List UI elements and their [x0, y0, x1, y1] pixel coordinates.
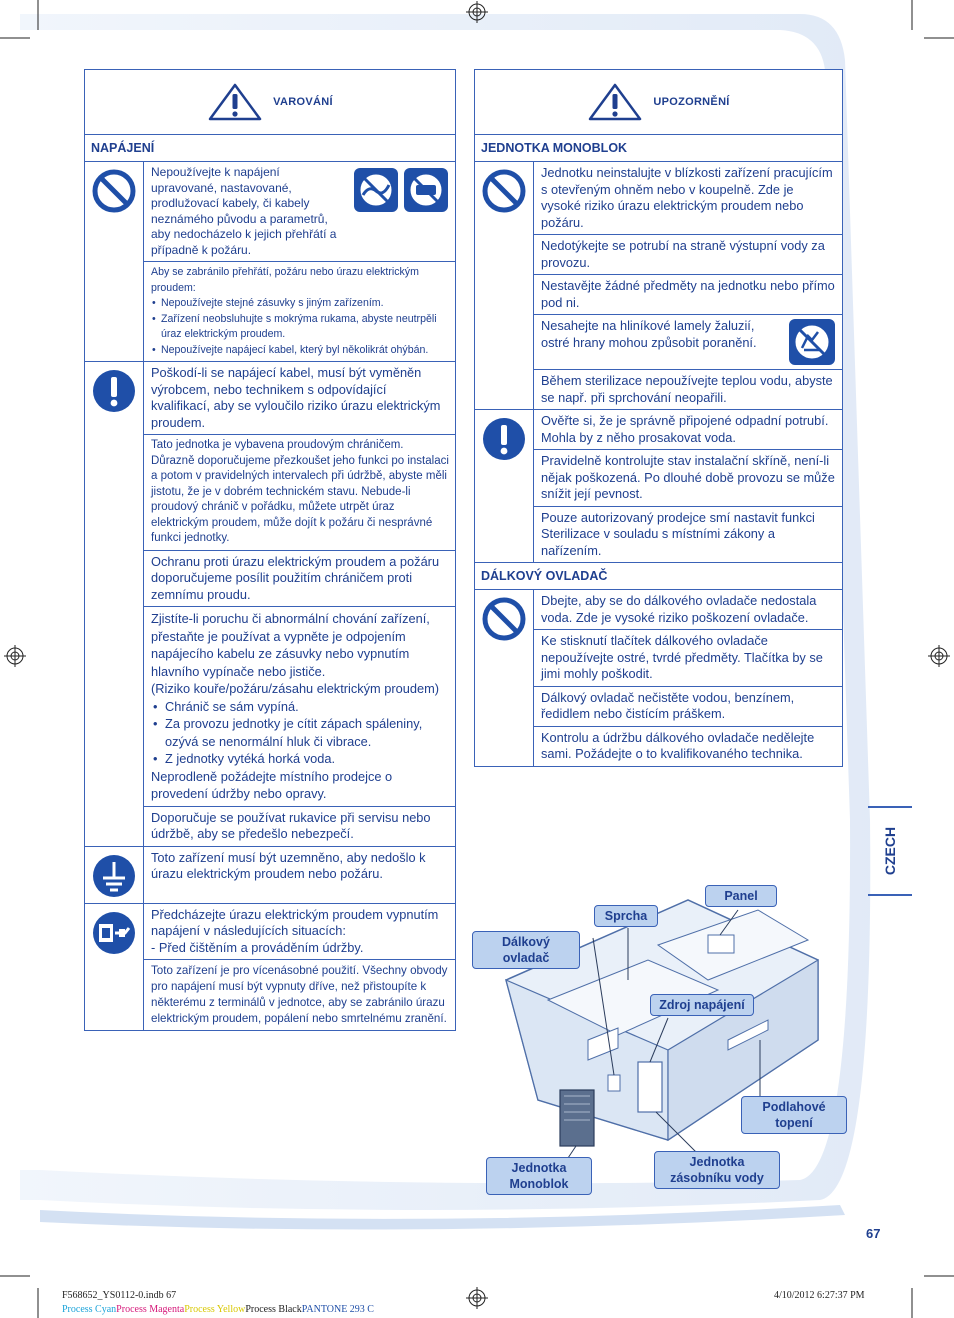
section-monoblock: JEDNOTKA MONOBLOK: [475, 135, 842, 162]
text: Zjistíte-li poruchu či abnormální chování zařízení, přestaňte je používat a vypněte je odpojením napájecího kabelu ze zásuvky nebo vypnutím hlavního vypínače nebo jističe.: [151, 611, 430, 679]
warning-header: [85, 70, 455, 135]
caution-cell-7: Pravidelně kontrolujte stav instalační skříně, není-li nějak poškozená. Po dlouhé době provozu se může snížit její pevnost.: [534, 450, 842, 507]
warning-cell-7: Doporučuje se používat rukavice při servisu nebo údržbě, aby se předešlo nebezpečí.: [151, 809, 431, 841]
caution-cell-8: Pouze autorizovaný prodejce smí nastavit funkci Sterilizace v souladu s místními zákony a nařízením.: [541, 509, 815, 558]
caution-cell-5: Během sterilizace nepoužívejte teplou vodu, abyste se např. při sprchování neopařili.: [541, 373, 833, 405]
warning-title: VAROVÁNÍ: [273, 96, 333, 108]
section-power: NAPÁJENÍ: [85, 135, 455, 162]
label-panel: Panel: [705, 885, 777, 907]
no-extension-cable-icon: [353, 167, 399, 213]
caution-cell-10: Ke stisknutí tlačítek dálkového ovladače nepoužívejte ostré, tvrdé předměty. Tlačítka by se jimi mohly poškodit.: [534, 630, 842, 687]
caution-cell-3: Nestavějte žádné předměty na jednotku nebo přímo pod ni.: [534, 275, 842, 315]
footer-date: 4/10/2012 6:27:37 PM: [774, 1290, 865, 1301]
color-black: Process Black: [245, 1304, 302, 1315]
color-yellow: Process Yellow: [184, 1304, 246, 1315]
warning-cell-8: Toto zařízení musí být uzemněno, aby nedošlo k úrazu elektrickým proudem nebo požáru.: [151, 849, 426, 881]
group-remote-prohibited: [475, 590, 842, 766]
list-item: • Z jednotky vytéká horká voda.: [165, 750, 449, 768]
footer-file: F568652_YS0112-0.indb 67: [62, 1290, 177, 1301]
prohibition-icon: [481, 168, 527, 214]
caution-cell-9: Dbejte, aby se do dálkového ovladače nedostala voda. Zde je vysoké riziko poškození ovladače.: [534, 590, 842, 630]
caution-cell-12: Kontrolu a údržbu dálkového ovladače nedělejte sami. Požádejte o to kvalifikovaného technika.: [541, 729, 815, 761]
color-magenta: Process Magenta: [116, 1304, 185, 1315]
label-power: Zdroj napájení: [650, 994, 754, 1016]
warning-cell-2: [144, 262, 455, 361]
group-caution-prohibited: [475, 162, 842, 410]
mandatory-exclamation-icon: [91, 368, 137, 414]
warning-cell-3: Poškodí-li se napájecí kabel, musí být vyměněn výrobcem, nebo technikem s odpovídající kvalifikací, aby se vyloučilo riziko úrazu elektrickým proudem.: [144, 362, 455, 435]
caution-title: UPOZORNĚNÍ: [653, 96, 730, 108]
text: - Před čištěním a prováděním údržby.: [151, 939, 364, 955]
group-mandatory: [85, 362, 455, 847]
no-shared-socket-icon: [403, 167, 449, 213]
prohibition-icon: [481, 596, 527, 642]
label-floor-heating: Podlahové topení: [741, 1096, 847, 1134]
section-remote: DÁLKOVÝ OVLADAČ: [475, 563, 842, 590]
prohibition-icon: [91, 168, 137, 214]
label-tank: Jednotka zásobníku vody: [654, 1151, 780, 1189]
language-tab: CZECH: [868, 806, 912, 896]
label-remote: Dálkový ovladač: [472, 931, 580, 969]
warning-cell-4: Tato jednotka je vybavena proudovým chráničem. Důrazně doporučujeme přezkoušet jeho funkci po instalaci a potom v pravidelných intervalech při údržbě, abyste měli jistotu, že je v dobrém technickém stavu. Nebude-li proudový chránič v pořádku, můžete utrpět úraz elektrickým proudem, může dojít k požáru či nesprávné funkci jednotky.: [144, 435, 455, 551]
caution-header: [475, 70, 842, 135]
mandatory-exclamation-icon: [481, 416, 527, 462]
footer-colors: [62, 1304, 374, 1315]
list-item: • Nepoužívejte napájecí kabel, který byl několikrát ohýbán.: [161, 343, 449, 359]
caution-panel: [474, 69, 843, 767]
page-number: 67: [866, 1226, 881, 1241]
caution-cell-4: [534, 315, 842, 370]
label-shower: Sprcha: [594, 905, 658, 927]
color-pantone: PANTONE 293 C: [301, 1304, 374, 1315]
group-prohibited: [85, 162, 455, 362]
caution-triangle-icon: [587, 82, 643, 122]
text: Neprodleně požádejte místního prodejce o provedení údržby nebo opravy.: [151, 768, 393, 801]
unplug-icon: [91, 910, 137, 956]
earth-ground-icon: [91, 853, 137, 899]
warning-triangle-icon: [207, 82, 263, 122]
list-item: • Chránič se sám vypíná.: [165, 698, 449, 716]
list-item: • Za provozu jednotky je cítit zápach spáleniny, ozývá se nenormální hluk či vibrace.: [165, 715, 449, 750]
no-touch-fins-icon: [788, 318, 836, 366]
warning-panel: [84, 69, 456, 1031]
text: Nesahejte na hliníkové lamely žaluzií, ostré hrany mohou způsobit poranění.: [541, 318, 757, 350]
list-item: • Nepoužívejte stejné zásuvky s jiným zařízením.: [161, 296, 449, 312]
color-cyan: Process Cyan: [62, 1304, 117, 1315]
text: Nepoužívejte k napájení upravované, nastavované, prodlužovací kabely, či kabely neznámého původu a parametrů, aby nedocházelo k jejich přehřátí a případně k požáru.: [151, 165, 337, 257]
text: (Riziko kouře/požáru/zásahu elektrickým proudem): [151, 681, 440, 696]
label-monoblock: Jednotka Monoblok: [486, 1157, 592, 1195]
caution-cell-6: Ověřte si, že je správně připojené odpadní potrubí. Mohla by z něho prosakovat voda.: [534, 410, 842, 450]
warning-cell-10: Toto zařízení je pro vícenásobné použití. Všechny obvody pro napájení musí být vypnuty dříve, než přistoupíte k některému z terminálů v jednotce, aby se zabránilo úrazu elektrickým proudem, popálení nebo smrtelnému zranění.: [151, 964, 448, 1025]
group-caution-mandatory: [475, 410, 842, 563]
text: Předcházejte úrazu elektrickým proudem vypnutím napájení v následujících situacích:: [151, 906, 439, 938]
caution-cell-2: Nedotýkejte se potrubí na straně výstupní vody za provozu.: [534, 235, 842, 275]
group-earth: [85, 847, 455, 904]
list-item: • Zařízení neobsluhujte s mokrýma rukama, abyste neutrpěli úraz elektrickým proudem.: [161, 312, 449, 343]
text: Aby se zabránilo přehřátí, požáru nebo úrazu elektrickým proudem:: [151, 266, 419, 294]
caution-cell-11: Dálkový ovladač nečistěte vodou, benzínem, ředidlem nebo čistícím práškem.: [534, 687, 842, 727]
warning-cell-1: [144, 162, 455, 262]
caution-cell-1: Jednotku neinstalujte v blízkosti zařízení pracujícím s otevřeným ohněm nebo v koupelně. Zde je vysoké riziko úrazu elektrickým proudem nebo požáru.: [534, 162, 842, 235]
group-unplug: [85, 904, 455, 1031]
warning-cell-9: [144, 904, 455, 961]
warning-cell-5: Ochranu proti úrazu elektrickým proudem a požáru doporučujeme posílit použitím chráničem proti zemnímu proudu.: [144, 551, 455, 608]
warning-cell-6: [144, 607, 455, 807]
